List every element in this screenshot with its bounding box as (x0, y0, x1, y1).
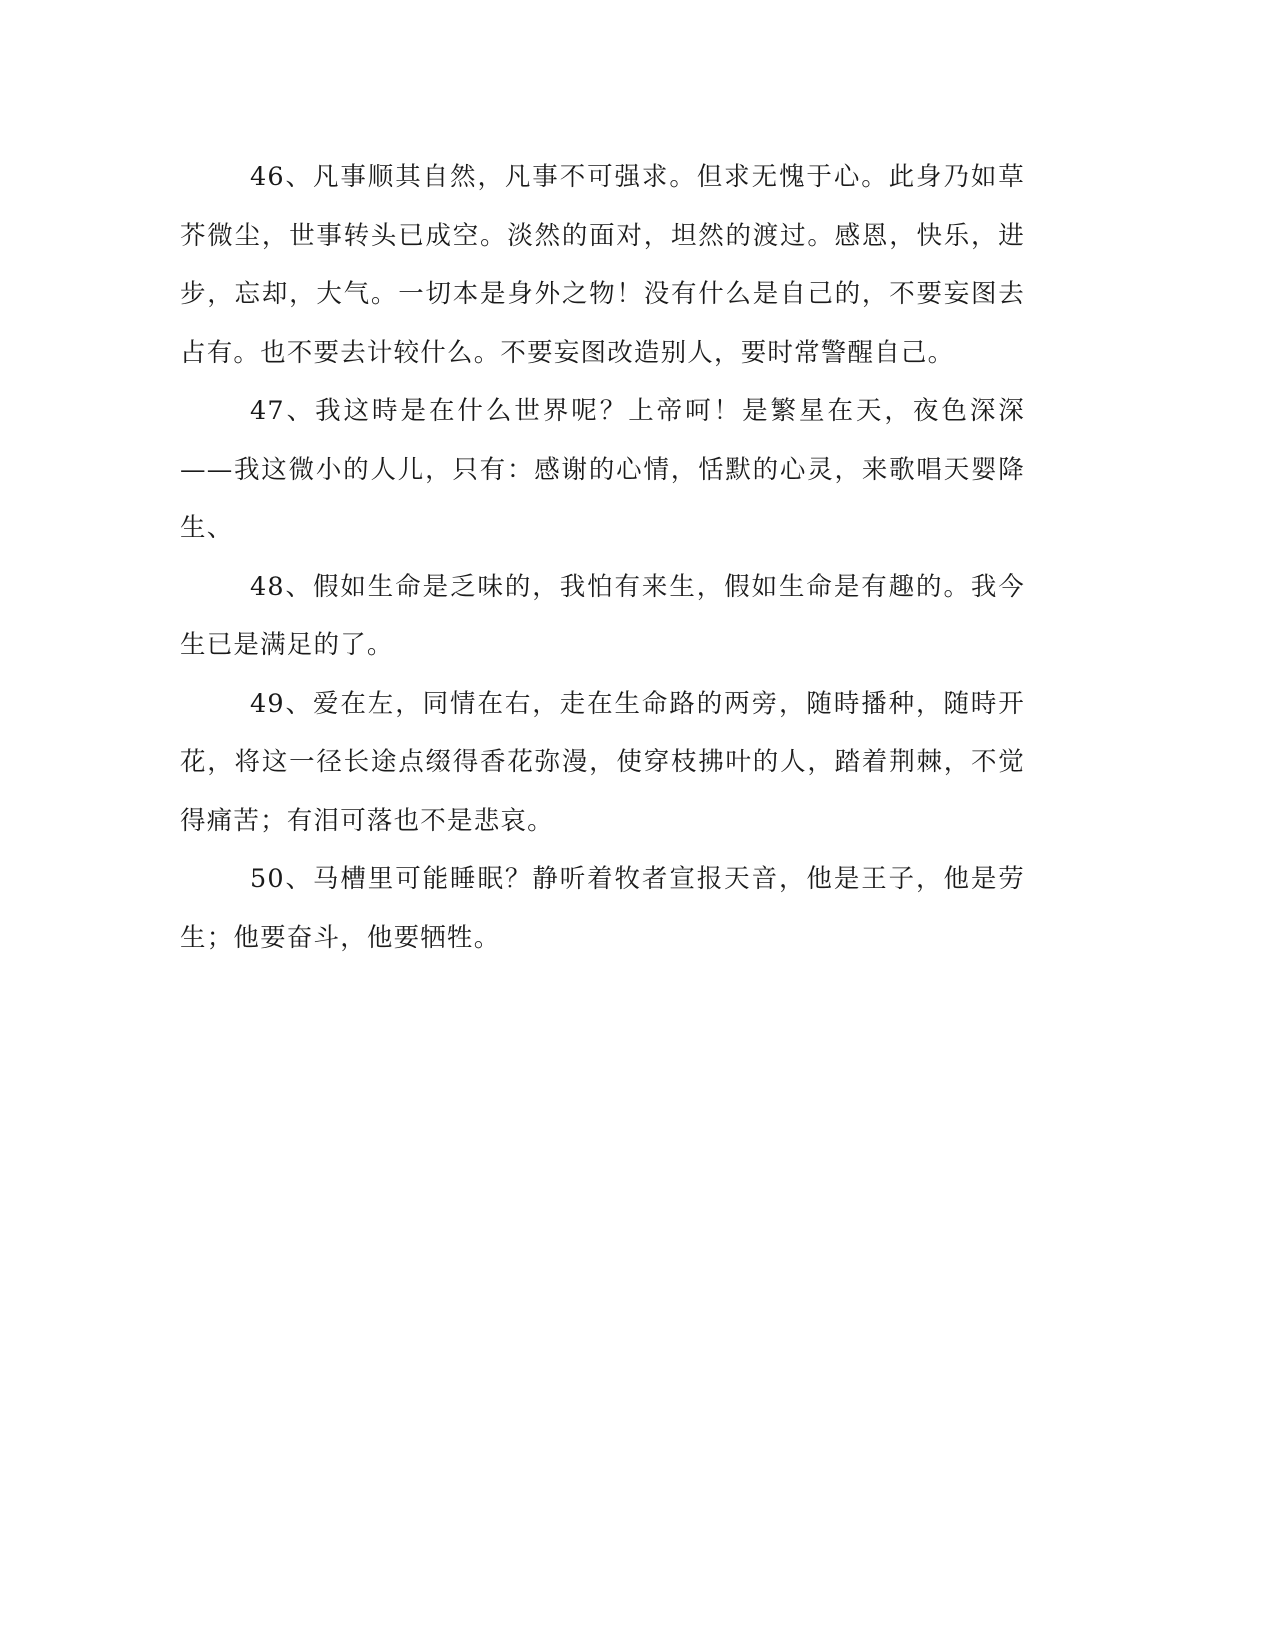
paragraph-48: 48、假如生命是乏味的，我怕有来生，假如生命是有趣的。我今生已是满足的了。 (180, 571, 1025, 660)
paragraph-47: 47、我这時是在什么世界呢？上帝呵！是繁星在天，夜色深深——我这微小的人儿，只有：感谢的心情，恬默的心灵，来歌唱天婴降生、 (180, 396, 1025, 543)
paragraph-50: 50、马槽里可能睡眠？静听着牧者宣报天音，他是王子，他是劳生；他要奋斗，他要牺牲。 (180, 864, 1025, 953)
document-body (180, 148, 1025, 967)
paragraph-49: 49、爱在左，同情在右，走在生命路的两旁，随時播种，随時开花，将这一径长途点缀得香花弥漫，使穿枝拂叶的人，踏着荆棘，不觉得痛苦；有泪可落也不是悲哀。 (180, 688, 1025, 836)
paragraph-46: 46、凡事顺其自然，凡事不可强求。但求无愧于心。此身乃如草芥微尘，世事转头已成空。淡然的面对，坦然的渡过。感恩，快乐，进步，忘却，大气。一切本是身外之物！没有什么是自己的，不要妄图去占有。也不要去计较什么。不要妄图改造别人，要时常警醒自己。 (180, 162, 1025, 368)
